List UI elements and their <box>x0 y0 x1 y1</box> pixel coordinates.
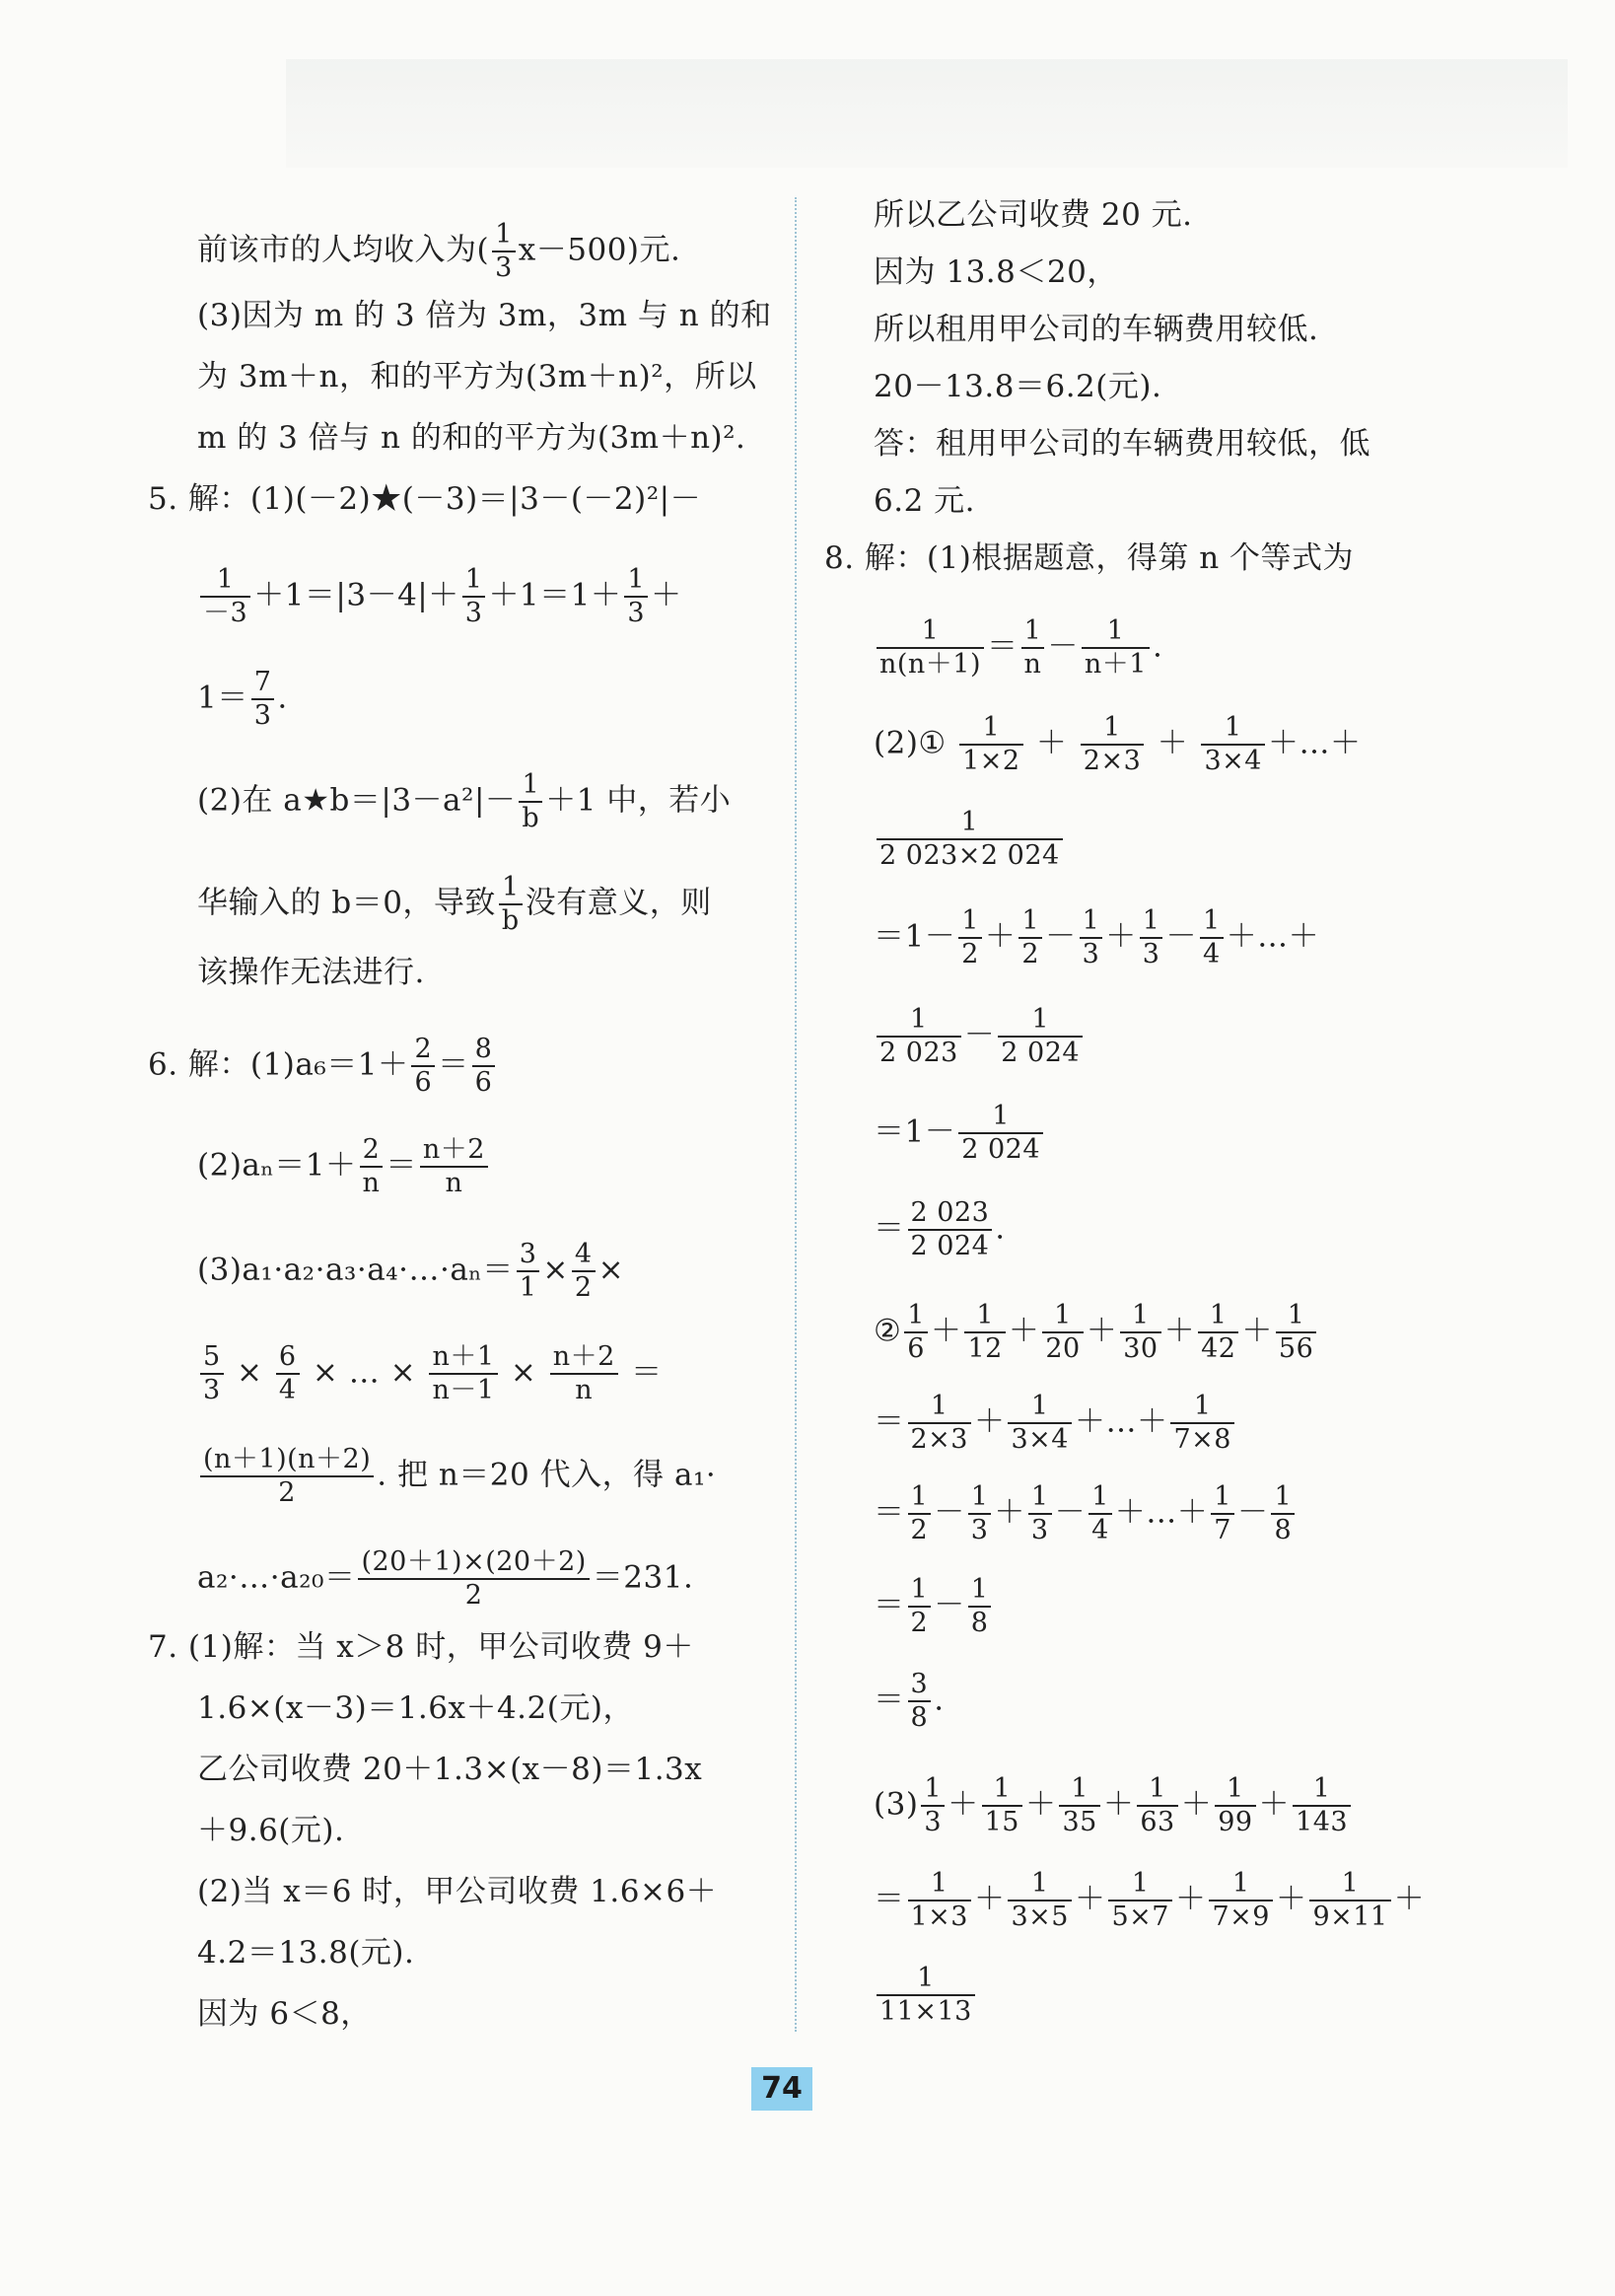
fraction: $\frac{1}{56}$ <box>1276 1300 1316 1365</box>
text-line: a₂·…·a₂₀＝ $\frac{(20+1)\times(20+2)}{2}$ ＝231. <box>197 1546 694 1611</box>
fraction: $\frac{1}{5\times 7}$ <box>1108 1868 1171 1933</box>
fraction: $\frac{1}{2 024}$ <box>998 1004 1083 1069</box>
text-line: 因为 6＜8， <box>197 1996 372 2032</box>
text-line: $\frac{(n+1)(n+2)}{2}$ . 把 n＝20 代入，得 a₁· <box>197 1444 716 1509</box>
text-line: $\frac{1}{n(n+1)}$ ＝ $\frac{1}{n}$ － $\frac{1}{n+1}$ . <box>874 615 1162 681</box>
fraction: $\frac{1}{63}$ <box>1137 1773 1177 1838</box>
fraction: $\frac{1}{n}$ <box>1021 615 1045 681</box>
text-line: $\frac{1}{2 023}$ － $\frac{1}{2 024}$ <box>874 1004 1086 1069</box>
text-line: (2)① $\frac{1}{1\times 2}$ ＋ $\frac{1}{2\times 3}$ ＋ $\frac{1}{3\times 4}$ ＋…＋ <box>874 712 1362 776</box>
fraction: $\frac{1}{3}$ <box>921 1773 945 1838</box>
text-line: 所以租用甲公司的车辆费用较低. <box>874 312 1319 347</box>
fraction: $\frac{2 023}{2 024}$ <box>908 1197 993 1262</box>
text-line: 1＝ $\frac{7}{3}$ . <box>197 667 288 731</box>
fraction: $\frac{1}{3}$ <box>624 564 648 629</box>
fraction: $\frac{1}{3}$ <box>1140 905 1163 970</box>
fraction: $\frac{1}{2\times 3}$ <box>1081 712 1144 777</box>
fraction: $\frac{5}{3}$ <box>200 1341 224 1406</box>
fraction: $\frac{1}{3}$ <box>968 1481 992 1546</box>
text-line: ＋9.6(元). <box>197 1813 345 1848</box>
fraction: $\frac{1}{7}$ <box>1211 1481 1234 1546</box>
fraction: $\frac{1}{3\times 5}$ <box>1008 1868 1071 1933</box>
text-line: $\frac{1}{-3}$ ＋1＝|3－4|＋ $\frac{1}{3}$ ＋1＝1＋ $\frac{1}{3}$ ＋ <box>197 564 682 629</box>
text-line: ＝ $\frac{3}{8}$ . <box>874 1669 945 1733</box>
fraction: $\frac{1}{30}$ <box>1120 1300 1160 1365</box>
text-line: 该操作无法进行. <box>197 955 425 990</box>
text-line <box>874 807 1066 872</box>
text-line: 因为 13.8＜20， <box>874 254 1118 290</box>
fraction: $\frac{1}{1\times 2}$ <box>959 712 1022 777</box>
text-line: 6.2 元. <box>874 483 976 519</box>
fraction: $\frac{1}{-3}$ <box>200 564 250 629</box>
text-line: 答：租用甲公司的车辆费用较低，低 <box>874 426 1370 462</box>
text-line: ＝ $\frac{1}{2}$ － $\frac{1}{3}$ ＋ $\frac{1}{3}$ － $\frac{1}{4}$ ＋…＋ $\frac{1}{7}$ － $\frac{1}{8}$ <box>874 1481 1298 1546</box>
fraction: $\frac{3}{8}$ <box>908 1669 932 1734</box>
fraction: $\frac{1}{7\times 9}$ <box>1209 1868 1272 1933</box>
text-line: 为 3m＋n，和的平方为(3m＋n)²，所以 <box>197 359 757 395</box>
text-line: ＝ $\frac{1}{1\times 3}$ ＋ $\frac{1}{3\times 5}$ ＋ $\frac{1}{5\times 7}$ ＋ $\frac{1}{7\times 9}$ ＋ $\frac{1}{9\times 11}$ ＋ <box>874 1868 1426 1932</box>
fraction: $\frac{1}{8}$ <box>1271 1481 1295 1546</box>
question-8: 8. 解：(1)根据题意，得第 n 个等式为 <box>824 540 1355 576</box>
fraction: $\frac{1}{12}$ <box>964 1300 1005 1365</box>
text: 前该市的人均收入为( <box>197 232 490 268</box>
question-6: 6. 解：(1)a₆＝1＋ $\frac{2}{6}$ ＝ $\frac{8}{6}$ <box>148 1034 498 1099</box>
fraction: $\frac{1}{1\times 3}$ <box>908 1868 971 1933</box>
text-line: (3)a₁·a₂·a₃·a₄·…·aₙ＝ $\frac{3}{1}$ × $\frac{4}{2}$ × <box>197 1239 625 1303</box>
fraction: $\frac{1}{4}$ <box>1200 905 1224 970</box>
fraction: $\frac{1}{b}$ <box>499 872 523 937</box>
fraction: $\frac{1}{2}$ <box>908 1481 932 1546</box>
fraction: $\frac{1}{2}$ <box>958 905 982 970</box>
fraction: $\frac{1}{7\times 8}$ <box>1170 1391 1233 1456</box>
fraction: $\frac{1}{11\times 13}$ <box>877 1963 975 2028</box>
fraction: $\frac{(n+1)(n+2)}{2}$ <box>200 1444 374 1509</box>
text-line: 4.2＝13.8(元). <box>197 1935 415 1971</box>
fraction: $\frac{1}{15}$ <box>982 1773 1022 1838</box>
text-line: 乙公司收费 20＋1.3×(x－8)＝1.3x <box>197 1752 703 1787</box>
fraction: $\frac{1}{2 024}$ <box>958 1101 1043 1166</box>
fraction: $\frac{1}{2 023}$ <box>877 1004 961 1069</box>
column-divider <box>795 197 797 2032</box>
fraction: $\frac{8}{6}$ <box>472 1034 496 1099</box>
fraction: $\frac{1}{8}$ <box>968 1574 992 1639</box>
text-line: (2)在 a★b＝|3－a²|－ $\frac{1}{b}$ ＋1 中，若小 <box>197 769 732 833</box>
fraction: $\frac{6}{4}$ <box>276 1341 300 1406</box>
question-5: 5. 解：(1)(－2)★(－3)＝|3－(－2)²|－ <box>148 481 702 517</box>
fraction: $\frac{1}{6}$ <box>904 1300 928 1365</box>
fraction: $\frac{n+1}{n-1}$ <box>429 1341 497 1406</box>
fraction: $\frac{1}{2}$ <box>1018 905 1042 970</box>
fraction: $\frac{1}{143}$ <box>1293 1773 1351 1838</box>
fraction: $\frac{7}{3}$ <box>251 667 275 732</box>
text-line: (2)aₙ＝1＋ $\frac{2}{n}$ ＝ $\frac{n+2}{n}$ <box>197 1134 491 1199</box>
fraction: $\frac{1}{b}$ <box>519 769 542 834</box>
fraction: $\frac{1}{3\times 4}$ <box>1201 712 1264 777</box>
fraction: $\frac{1}{20}$ <box>1042 1300 1083 1365</box>
text-line: (2)当 x＝6 时，甲公司收费 1.6×6＋ <box>197 1874 718 1909</box>
fraction: $\frac{1}{3}$ <box>462 564 486 629</box>
text-line: ＝ $\frac{1}{2\times 3}$ ＋ $\frac{1}{3\times 4}$ ＋…＋ $\frac{1}{7\times 8}$ <box>874 1391 1237 1456</box>
bleed-through-area <box>286 59 1568 168</box>
text-line: ② $\frac{1}{6}$ ＋ $\frac{1}{12}$ ＋ $\frac{1}{20}$ ＋ $\frac{1}{30}$ ＋ $\frac{1}{42}$ ＋ $\frac{1}{56}$ <box>874 1300 1319 1365</box>
text-line: (3) $\frac{1}{3}$ ＋ $\frac{1}{15}$ ＋ $\frac{1}{35}$ ＋ $\frac{1}{63}$ ＋ $\frac{1}{99}$ ＋ $\frac{1}{143}$ <box>874 1773 1354 1838</box>
fraction: $\frac{1}{4}$ <box>1088 1481 1112 1546</box>
fraction: $\frac{1}{2\times 3}$ <box>908 1391 971 1456</box>
text-line: m 的 3 倍与 n 的和的平方为(3m＋n)². <box>197 420 746 456</box>
question-7: 7. (1)解：当 x＞8 时，甲公司收费 9＋ <box>148 1629 694 1665</box>
text: x－500)元. <box>518 232 681 268</box>
fraction: $\frac{3}{1}$ <box>517 1239 540 1304</box>
fraction: $\frac{n+2}{n}$ <box>550 1341 618 1406</box>
fraction: $\frac{1}{3}$ <box>492 219 516 284</box>
fraction: $\frac{1}{3}$ <box>1028 1481 1052 1546</box>
fraction: $\frac{(20+1)\times(20+2)}{2}$ <box>358 1546 589 1612</box>
fraction: $\frac{1}{2}$ <box>908 1574 932 1639</box>
fraction: $\frac{1}{9\times 11}$ <box>1309 1868 1390 1933</box>
text-line: ＝ $\frac{2 023}{2 024}$ . <box>874 1197 1006 1261</box>
fraction: $\frac{1}{35}$ <box>1059 1773 1099 1838</box>
page-number: 74 <box>751 2067 812 2111</box>
fraction: $\frac{1}{3}$ <box>1080 905 1103 970</box>
text-line: $\frac{5}{3}$ × $\frac{6}{4}$ × … × $\frac{n+1}{n-1}$ × $\frac{n+2}{n}$ ＝ <box>197 1341 663 1406</box>
text-line: 所以乙公司收费 20 元. <box>874 197 1193 233</box>
fraction: $\frac{1}{42}$ <box>1198 1300 1238 1365</box>
fraction: $\frac{2}{n}$ <box>360 1134 384 1199</box>
fraction: $\frac{1}{2 023\times 2 024}$ <box>877 807 1063 872</box>
text-line <box>874 1963 978 2028</box>
text-line: 华输入的 b＝0，导致 $\frac{1}{b}$ 没有意义，则 <box>197 872 712 936</box>
fraction: $\frac{1}{n+1}$ <box>1082 615 1150 681</box>
text-line <box>197 219 680 284</box>
text-line: ＝1－ $\frac{1}{2}$ ＋ $\frac{1}{2}$ － $\frac{1}{3}$ ＋ $\frac{1}{3}$ － $\frac{1}{4}$ ＋…＋ <box>874 905 1320 969</box>
fraction: $\frac{1}{3\times 4}$ <box>1008 1391 1071 1456</box>
text-line: ＝1－ $\frac{1}{2 024}$ <box>874 1101 1046 1166</box>
fraction: $\frac{2}{6}$ <box>411 1034 435 1099</box>
text-line: 1.6×(x－3)＝1.6x＋4.2(元)， <box>197 1690 634 1726</box>
text-line: ＝ $\frac{1}{2}$ － $\frac{1}{8}$ <box>874 1574 994 1639</box>
fraction: $\frac{1}{99}$ <box>1215 1773 1255 1838</box>
fraction: $\frac{1}{n(n+1)}$ <box>877 615 984 681</box>
text-line: 20－13.8＝6.2(元). <box>874 369 1162 404</box>
fraction: $\frac{4}{2}$ <box>572 1239 596 1304</box>
text-line: (3)因为 m 的 3 倍为 3m，3m 与 n 的和 <box>197 298 772 333</box>
fraction: $\frac{n+2}{n}$ <box>420 1134 488 1199</box>
